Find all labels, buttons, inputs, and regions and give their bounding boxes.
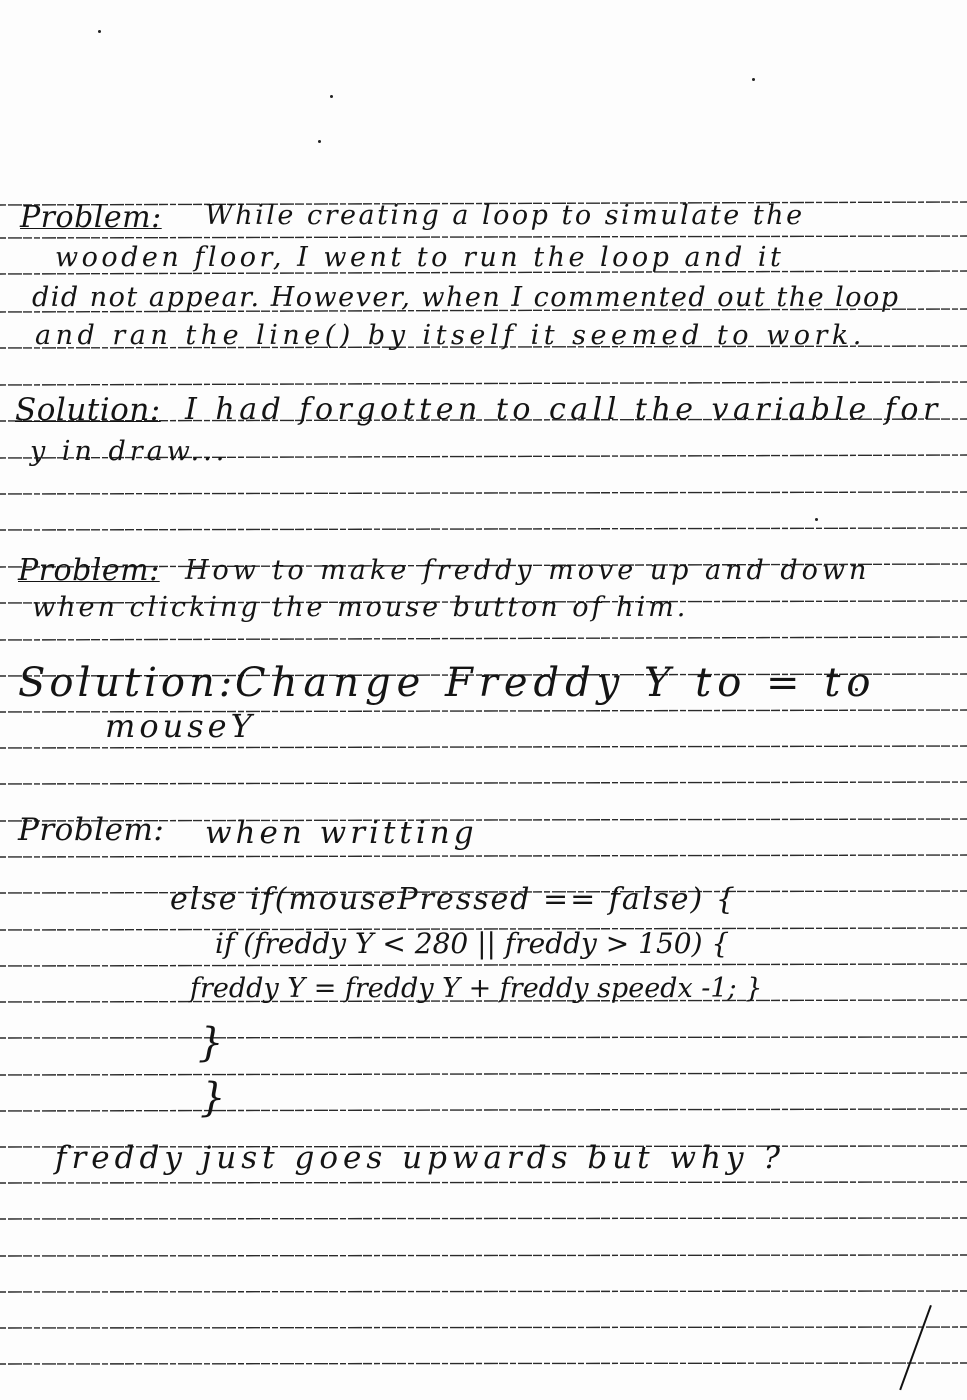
solution-2-line-2: mouseY <box>105 707 256 745</box>
paper-speck <box>98 30 101 33</box>
code-line-5: } <box>200 1075 226 1121</box>
problem-1-line-2: wooden floor, I went to run the loop and it <box>55 242 785 273</box>
problem-1-label: Problem: <box>20 200 162 235</box>
code-line-4: } <box>198 1020 224 1066</box>
paper-speck <box>318 140 321 143</box>
code-line-1: else if(mousePressed == false) { <box>170 882 737 917</box>
problem-3-label: Problem: <box>18 812 165 848</box>
code-line-3: freddy Y = freddy Y + freddy speedx -1; } <box>190 973 763 1004</box>
solution-2-line-1: Change Freddy Y to = to <box>235 660 877 706</box>
solution-2-label: Solution: <box>18 660 237 706</box>
problem-3-line-1: when writting <box>205 815 478 851</box>
paper-speck <box>330 95 333 98</box>
problem-2-line-1: How to make freddy move up and down <box>185 555 871 586</box>
problem-1-line-4: and ran the line() by itself it seemed to work. <box>35 320 866 351</box>
problem-3-line-2: freddy just goes upwards but why ? <box>55 1140 785 1176</box>
code-line-2: if (freddy Y < 280 || freddy > 150) { <box>215 927 730 960</box>
problem-2-line-2: when clicking the mouse button of him. <box>32 592 689 623</box>
paper-speck <box>815 518 818 521</box>
paper-speck <box>752 78 755 81</box>
problem-1-line-3: did not appear. However, when I commented out the loop <box>32 282 900 313</box>
solution-1-line-2: y in draw... <box>30 436 229 467</box>
problem-1-line-1: While creating a loop to simulate the <box>205 200 805 231</box>
solution-1-line-1: I had forgotten to call the variable for <box>185 392 942 427</box>
problem-2-label: Problem: <box>18 553 160 588</box>
solution-1-label: Solution: <box>15 392 161 428</box>
